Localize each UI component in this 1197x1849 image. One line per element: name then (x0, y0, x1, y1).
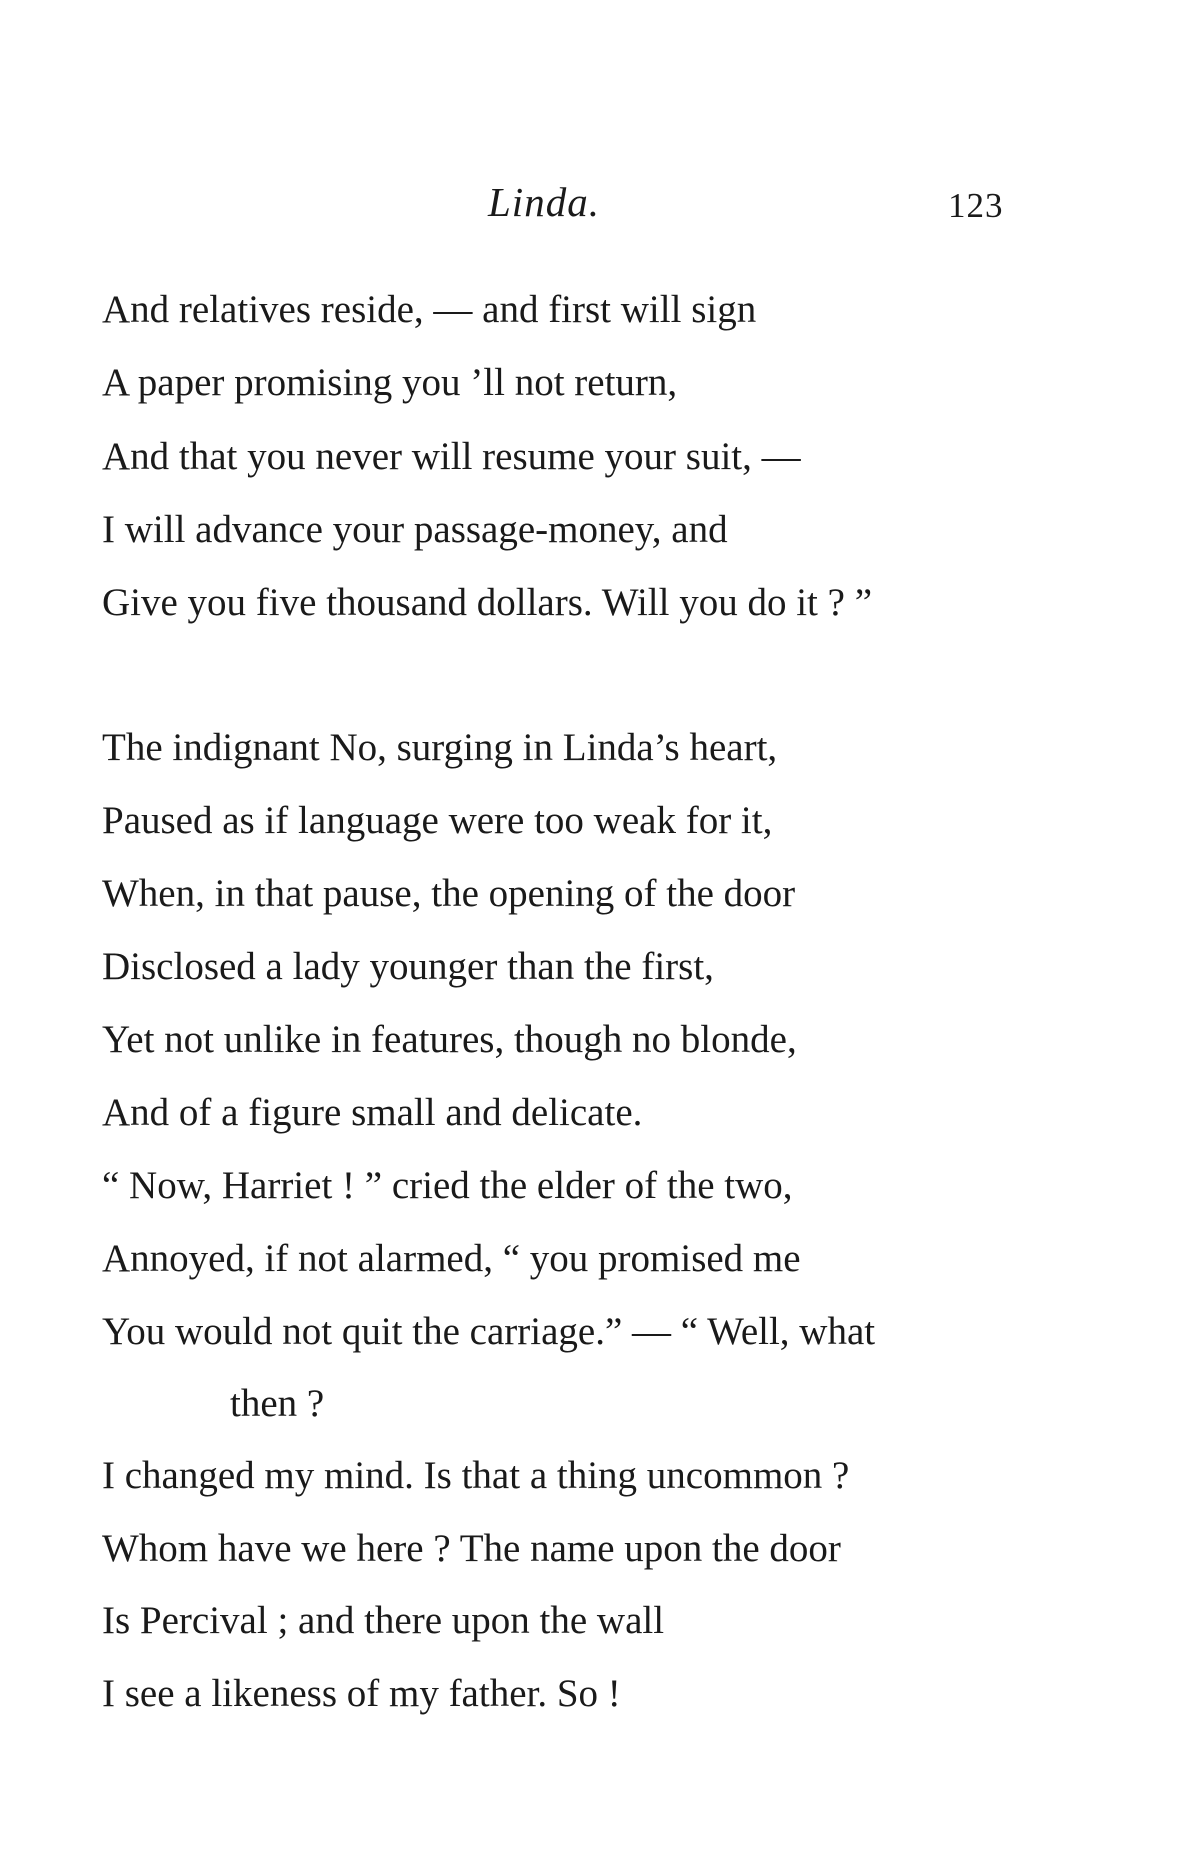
verse-line: Disclosed a lady younger than the first, (102, 945, 714, 988)
verse-line: Yet not unlike in features, though no blonde, (102, 1018, 797, 1061)
running-head (0, 178, 1197, 228)
verse-line: Paused as if language were too weak for it, (102, 799, 773, 842)
verse-line: And of a figure small and delicate. (102, 1091, 643, 1134)
verse-line: And relatives reside, — and first will sign (102, 288, 757, 331)
verse-line: You would not quit the carriage.” — “ Well, what (102, 1310, 876, 1353)
verse-line: I will advance your passage-money, and (102, 508, 728, 551)
running-title: Linda. (488, 179, 600, 225)
verse-line: I see a likeness of my father. So ! (102, 1672, 621, 1715)
verse-line: I changed my mind. Is that a thing uncommon ? (102, 1454, 850, 1497)
verse-line: When, in that pause, the opening of the door (102, 872, 796, 915)
verse-line: Annoyed, if not alarmed, “ you promised me (102, 1237, 801, 1280)
verse-line: A paper promising you ’ll not return, (102, 361, 678, 404)
verse-line: The indignant No, surging in Linda’s heart, (102, 726, 778, 769)
verse-line: Give you five thousand dollars. Will you do it ? ” (102, 581, 873, 624)
verse-line-continuation: then ? (230, 1382, 325, 1425)
verse-line: Is Percival ; and there upon the wall (102, 1599, 665, 1642)
verse-line: “ Now, Harriet ! ” cried the elder of the two, (102, 1164, 793, 1207)
verse-line: And that you never will resume your suit, — (102, 435, 801, 478)
page-number: 123 (948, 186, 1004, 225)
verse-line: Whom have we here ? The name upon the door (102, 1527, 841, 1570)
